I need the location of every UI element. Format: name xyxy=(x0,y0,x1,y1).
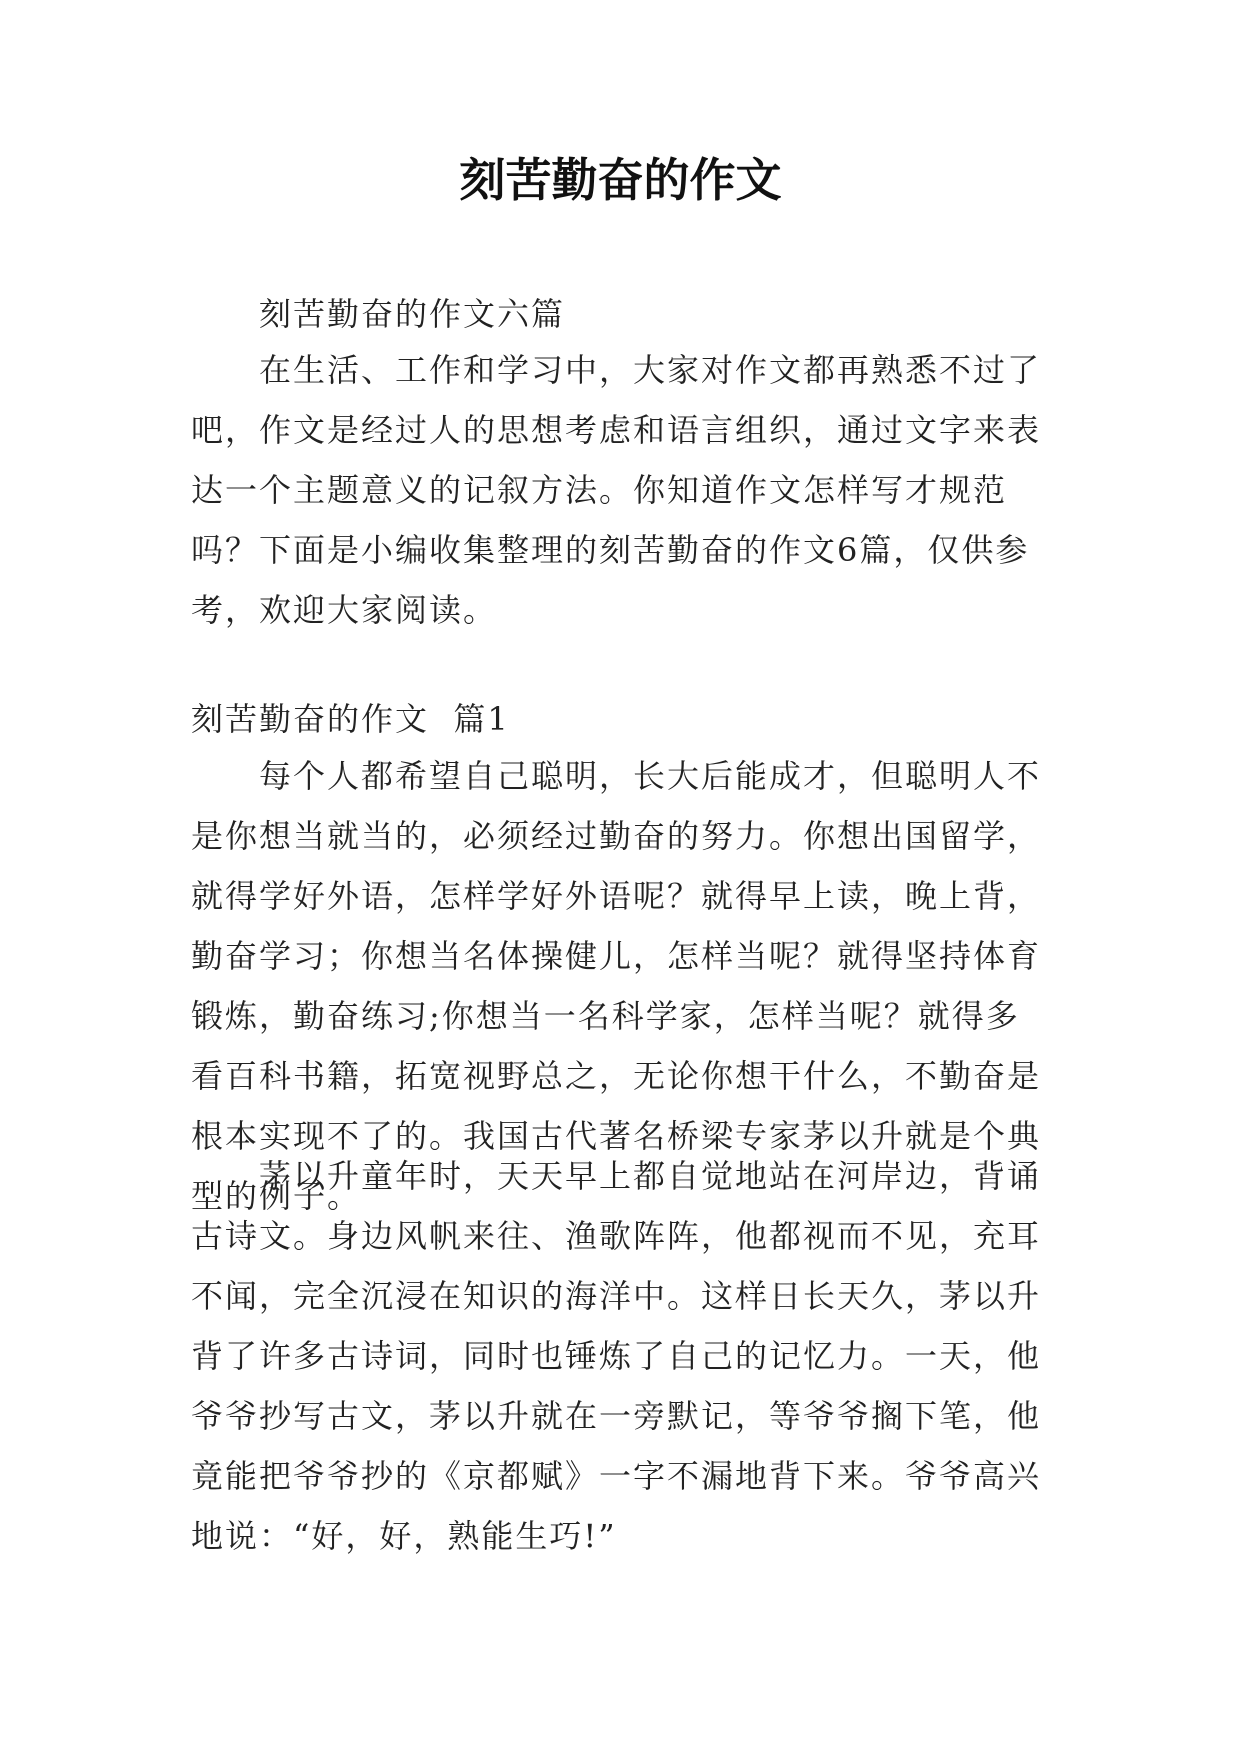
document-subtitle: 刻苦勤奋的作文六篇 xyxy=(259,295,566,333)
body-paragraph: 茅以升童年时，天天早上都自觉地站在河岸边，背诵古诗文。身边风帆来往、渔歌阵阵，他都视而不见，充耳不闻，完全沉浸在知识的海洋中。这样日长天久，茅以升背了许多古诗词，同时也锤炼了自己的记忆力。一天，他爷爷抄写古文，茅以升就在一旁默记，等爷爷搁下笔，他竟能把爷爷抄的《京都赋》一字不漏地背下来。爷爷高兴地说：“好，好，熟能生巧!” xyxy=(191,1157,1042,1555)
body-paragraph: 每个人都希望自己聪明，长大后能成才，但聪明人不是你想当就当的，必须经过勤奋的努力。你想出国留学，就得学好外语，怎样学好外语呢？就得早上读，晚上背，勤奋学习；你想当名体操健儿，怎样当呢？就得坚持体育锻炼，勤奋练习;你想当一名科学家，怎样当呢？就得多看百科书籍，拓宽视野总之，无论你想干什么，不勤奋是根本实现不了的。我国古代著名桥梁专家茅以升就是个典型的例子。 xyxy=(191,757,1042,1215)
section-heading: 刻苦勤奋的作文 篇1 xyxy=(191,700,510,738)
document-title: 刻苦勤奋的作文 xyxy=(459,153,782,207)
intro-paragraph: 在生活、工作和学习中，大家对作文都再熟悉不过了吧，作文是经过人的思想考虑和语言组织，通过文字来表达一个主题意义的记叙方法。你知道作文怎样写才规范吗？下面是小编收集整理的刻苦勤奋的作文6篇，仅供参考，欢迎大家阅读。 xyxy=(191,351,1042,629)
